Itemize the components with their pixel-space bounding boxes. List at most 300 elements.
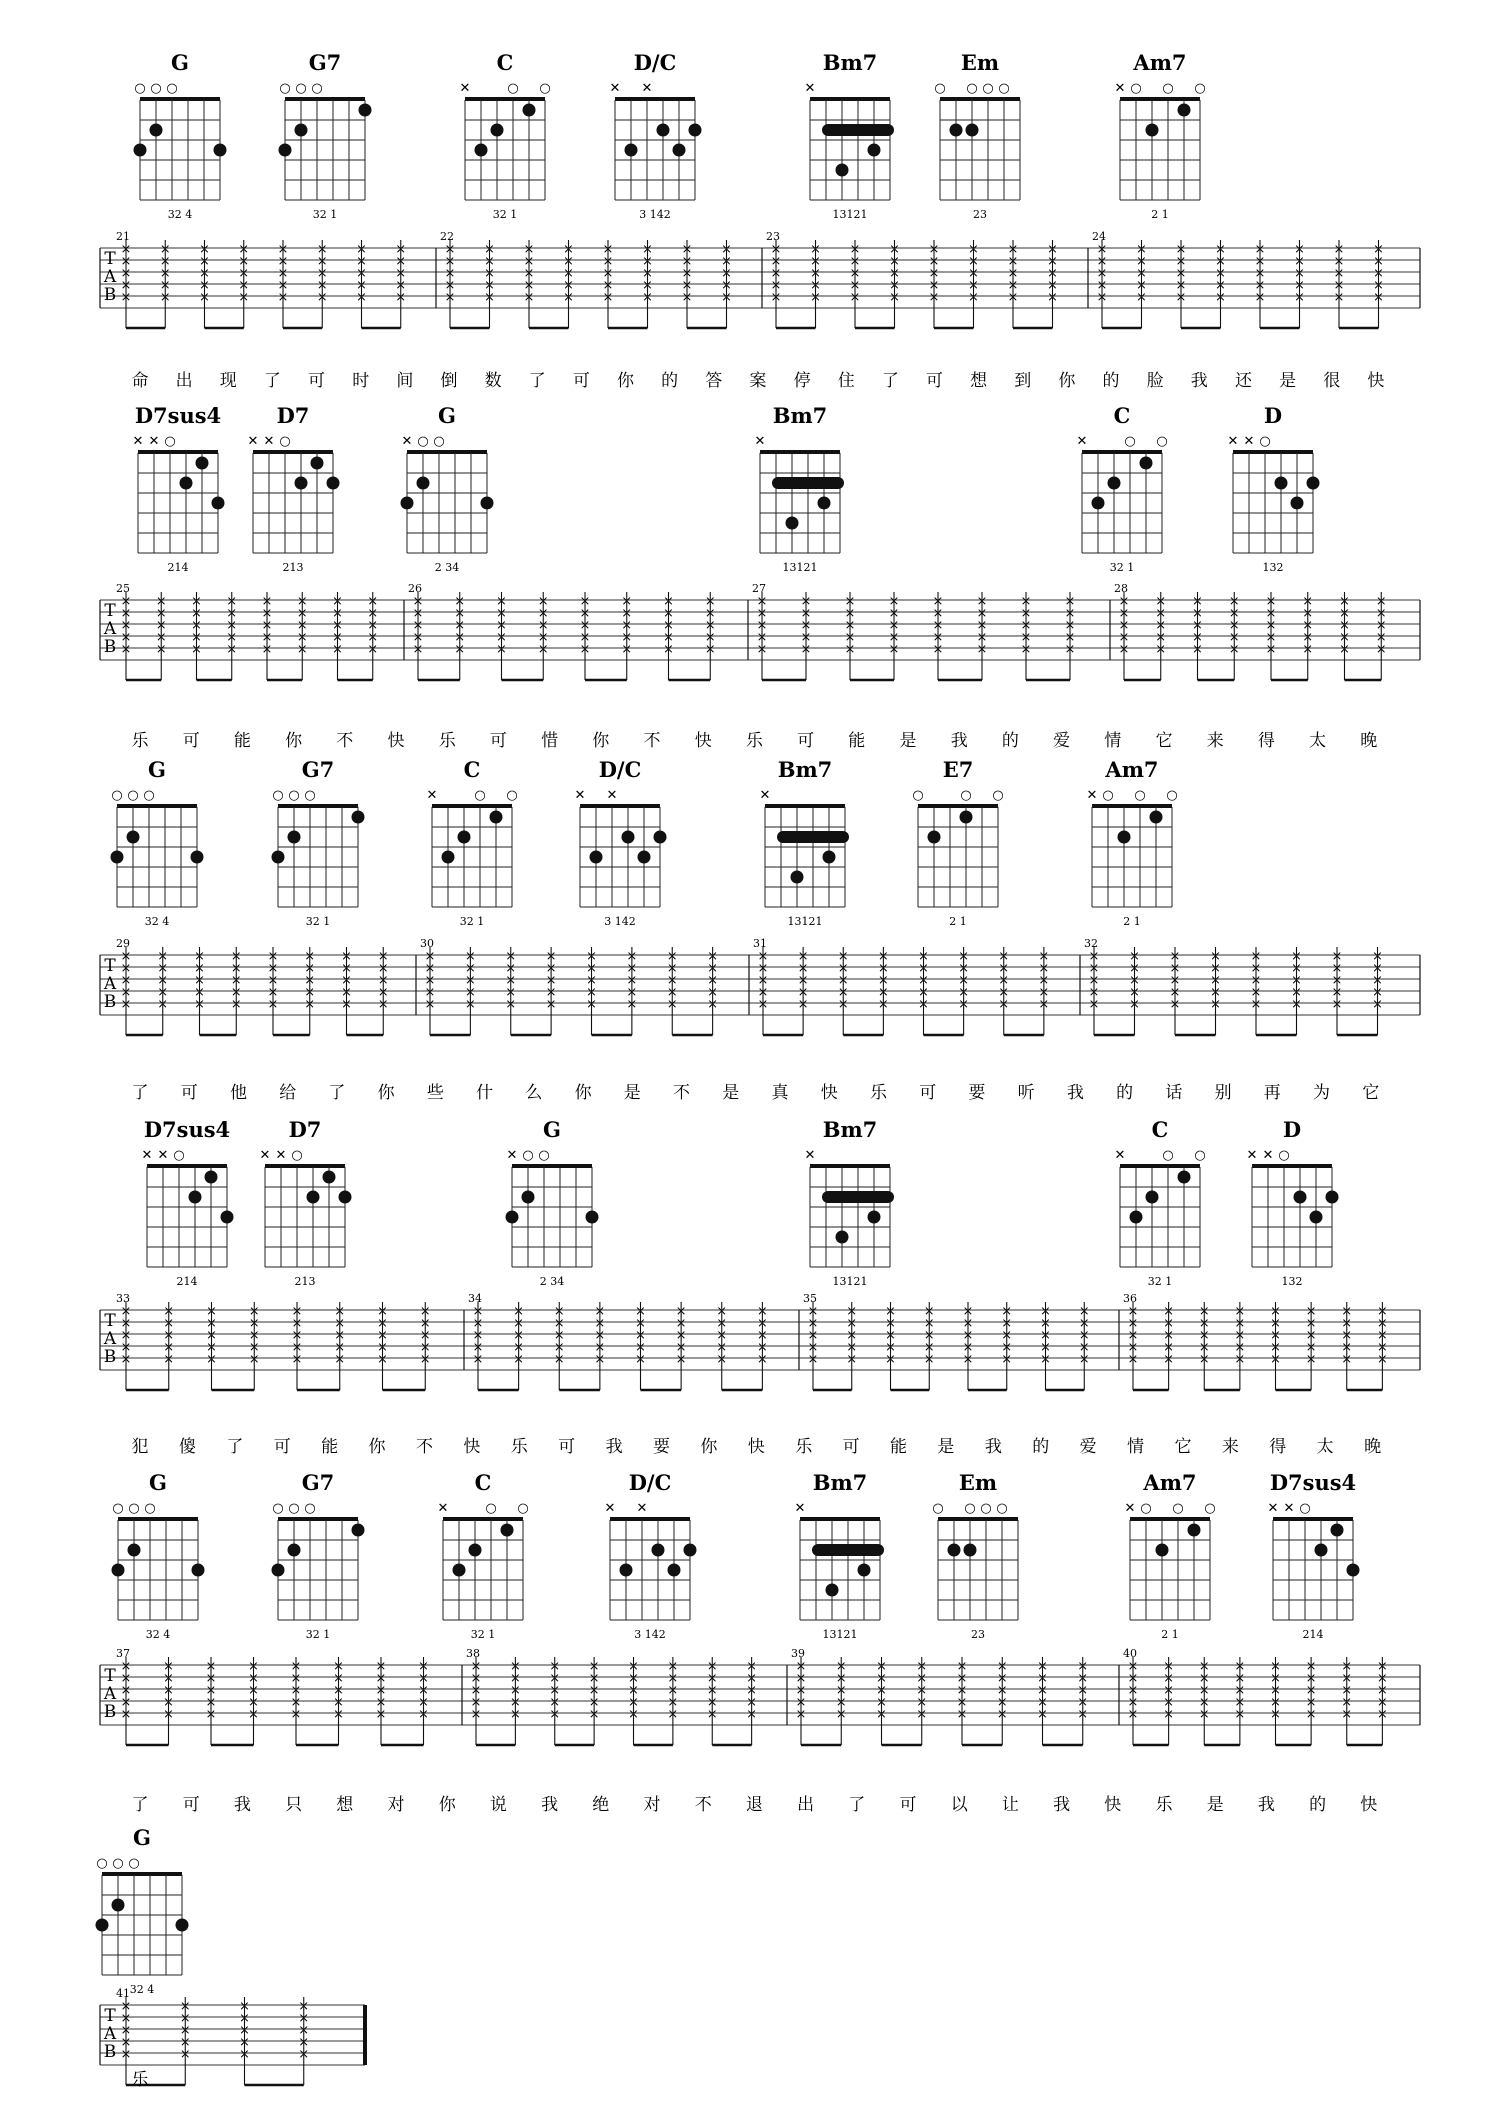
tab-note-x: ×: [1169, 985, 1181, 1000]
finger-numbers: 132: [1281, 1275, 1303, 1288]
finger-dot: [501, 1524, 514, 1537]
tab-note-x: ×: [1169, 949, 1181, 964]
tab-note-x: ×: [395, 278, 407, 293]
tab-note-x: ×: [1254, 254, 1266, 269]
open-mark: ○: [288, 1501, 300, 1516]
tab-note-x: ×: [377, 1328, 388, 1343]
chord-name: D: [1282, 1117, 1302, 1142]
finger-dot: [327, 477, 340, 490]
tab-note-x: ×: [1136, 290, 1147, 305]
tab-note-x: ×: [642, 242, 653, 257]
tab-note-x: ×: [666, 985, 678, 1000]
lyric-syllable: 你: [377, 1083, 395, 1103]
open-mark: ○: [288, 788, 300, 803]
lyrics-line: [132, 731, 1378, 751]
tab-note-x: ×: [889, 242, 900, 257]
finger-numbers: 32 1: [470, 1628, 496, 1641]
tab-note-x: ×: [120, 973, 132, 988]
open-mark: ○: [311, 81, 323, 96]
finger-numbers: 23: [973, 208, 987, 221]
tab-note-x: ×: [1302, 642, 1314, 657]
open-mark: ○: [1259, 434, 1271, 449]
tab-note-x: ×: [356, 254, 367, 269]
tab-note-x: ×: [418, 1683, 429, 1698]
tab-note-x: ×: [1037, 1683, 1048, 1698]
finger-dot: [192, 1564, 205, 1577]
finger-dot: [401, 497, 414, 510]
tab-note-x: ×: [996, 1671, 1008, 1686]
tab-note-x: ×: [579, 594, 591, 609]
tab-note-x: ×: [1020, 606, 1032, 621]
lyric-syllable: 乐: [438, 731, 456, 751]
tab-note-x: ×: [1215, 278, 1226, 293]
tab-note-x: ×: [588, 1659, 600, 1674]
chord-diagram-d-c: [575, 757, 667, 928]
measure-number: 25: [116, 582, 130, 595]
finger-numbers: 2 1: [1123, 915, 1141, 928]
tab-note-x: ×: [888, 594, 900, 609]
tab-note-x: ×: [205, 1659, 217, 1674]
chord-diagram-c: [460, 50, 551, 221]
tab-note-x: ×: [846, 1328, 858, 1343]
tab-note-x: ×: [505, 997, 517, 1012]
chord-name: Am7: [1133, 50, 1187, 75]
tab-note-x: ×: [968, 254, 979, 269]
tab-note-x: ×: [333, 1683, 344, 1698]
tab-note-x: ×: [267, 985, 279, 1000]
lyric-syllable: 现: [219, 371, 237, 391]
lyric-syllable: 再: [1263, 1083, 1281, 1103]
tab-note-x: ×: [1373, 254, 1384, 269]
tab-note-x: ×: [756, 630, 768, 645]
tab-note-x: ×: [1375, 630, 1387, 645]
tab-note-x: ×: [666, 949, 678, 964]
tab-note-x: ×: [1047, 290, 1058, 305]
tab-note-x: ×: [1127, 1304, 1139, 1319]
tab-note-x: ×: [333, 1695, 344, 1710]
tab-note-x: ×: [163, 1316, 175, 1331]
tab-note-x: ×: [464, 961, 476, 976]
tab-note-x: ×: [1265, 594, 1277, 609]
strum-stroke: [1199, 1302, 1210, 1390]
strum-stroke: [929, 240, 940, 328]
lyric-syllable: 让: [1001, 1795, 1019, 1815]
tab-note-x: ×: [721, 242, 732, 257]
tab-note-x: ×: [667, 1683, 679, 1698]
tab-note-x: ×: [1270, 1352, 1281, 1367]
tab-clef-a: A: [103, 619, 117, 639]
tab-note-x: ×: [367, 594, 379, 609]
tab-note-x: ×: [621, 594, 633, 609]
tab-note-x: ×: [334, 1304, 346, 1319]
lyric-syllable: 的: [661, 371, 679, 391]
mute-mark: ✕: [1124, 1501, 1136, 1516]
tab-note-x: ×: [226, 630, 238, 645]
tab-note-x: ×: [795, 1659, 807, 1674]
tab-note-x: ×: [770, 242, 782, 257]
tab-note-x: ×: [377, 961, 389, 976]
lyric-syllable: 乐: [131, 731, 149, 751]
tab-note-x: ×: [553, 1352, 565, 1367]
lyric-syllable: 我: [605, 1437, 623, 1457]
tab-note-x: ×: [628, 1683, 639, 1698]
mute-mark: ✕: [141, 1148, 153, 1163]
chord-diagram-c: [1077, 403, 1168, 574]
tab-note-x: ×: [1127, 1328, 1139, 1343]
tab-note-x: ×: [395, 242, 407, 257]
strum-stroke: [796, 1657, 807, 1745]
tab-note-x: ×: [563, 290, 574, 305]
tab-note-x: ×: [1064, 594, 1076, 609]
tab-note-x: ×: [1294, 242, 1305, 257]
lyric-syllable: 停: [793, 371, 811, 391]
strum-stroke: [963, 1302, 974, 1390]
finger-dot: [1315, 1544, 1328, 1557]
finger-numbers: 2 34: [434, 561, 460, 574]
tab-note-x: ×: [157, 985, 169, 1000]
chord-diagram-g: [401, 403, 494, 574]
lyric-syllable: 可: [308, 371, 326, 391]
tab-note-x: ×: [579, 630, 591, 645]
strum-stroke: [628, 1657, 639, 1745]
tab-note-x: ×: [928, 266, 940, 281]
tab-note-x: ×: [1270, 1671, 1281, 1686]
open-mark: ○: [433, 434, 445, 449]
tab-note-x: ×: [332, 618, 343, 633]
tab-note-x: ×: [470, 1707, 482, 1722]
tab-note-x: ×: [238, 290, 250, 305]
tab-note-x: ×: [194, 961, 205, 976]
tab-note-x: ×: [594, 1304, 606, 1319]
tab-note-x: ×: [484, 278, 495, 293]
open-mark: ○: [485, 1501, 497, 1516]
chord-diagram-g: [112, 1470, 205, 1641]
tab-note-x: ×: [1291, 949, 1302, 964]
tab-note-x: ×: [267, 949, 279, 964]
tab-note-x: ×: [642, 266, 653, 281]
tab-note-x: ×: [296, 594, 308, 609]
tab-note-x: ×: [1234, 1304, 1246, 1319]
tab-note-x: ×: [1078, 1316, 1090, 1331]
tab-note-x: ×: [513, 1340, 525, 1355]
tab-note-x: ×: [1127, 1340, 1139, 1355]
finger-numbers: 2 1: [1151, 208, 1169, 221]
tab-note-x: ×: [120, 2023, 132, 2038]
chord-name: G7: [301, 757, 335, 782]
tab-note-x: ×: [157, 961, 169, 976]
measure-number: 33: [116, 1292, 130, 1305]
finger-dot: [868, 144, 881, 157]
tab-clef-t: T: [104, 249, 116, 269]
tab-note-x: ×: [367, 630, 379, 645]
measure-number: 34: [468, 1292, 482, 1305]
tab-note-x: ×: [800, 594, 812, 609]
tab-note-x: ×: [484, 254, 495, 269]
lyrics-line: [132, 2070, 150, 2090]
tab-note-x: ×: [628, 1671, 639, 1686]
tab-note-x: ×: [1339, 630, 1350, 645]
nut: [918, 804, 998, 808]
chord-name: G: [171, 50, 189, 75]
tab-note-x: ×: [377, 949, 389, 964]
tab-note-x: ×: [304, 949, 316, 964]
tab-note-x: ×: [1270, 1695, 1281, 1710]
mute-mark: ✕: [574, 788, 586, 803]
tab-note-x: ×: [537, 642, 549, 657]
tab-note-x: ×: [923, 1304, 935, 1319]
strum-stroke: [707, 1657, 718, 1745]
tab-note-x: ×: [675, 1340, 687, 1355]
tab-note-x: ×: [885, 1304, 896, 1319]
tab-note-x: ×: [513, 1304, 525, 1319]
tab-note-x: ×: [419, 1340, 431, 1355]
tab-note-x: ×: [296, 618, 308, 633]
lyric-syllable: 别: [1214, 1083, 1232, 1103]
chord-name: G: [543, 1117, 561, 1142]
tab-note-x: ×: [454, 642, 466, 657]
tab-note-x: ×: [1047, 266, 1058, 281]
tab-note-x: ×: [377, 1304, 388, 1319]
tab-note-x: ×: [120, 290, 132, 305]
tab-note-x: ×: [976, 606, 988, 621]
chord-name: G: [133, 1825, 151, 1850]
tab-note-x: ×: [976, 630, 988, 645]
strum-stroke: [278, 240, 289, 328]
tab-note-x: ×: [707, 985, 719, 1000]
tab-note-x: ×: [163, 1707, 174, 1722]
tab-note-x: ×: [248, 1671, 259, 1686]
tab-note-x: ×: [412, 618, 424, 633]
tab-note-x: ×: [602, 278, 614, 293]
tab-note-x: ×: [1331, 949, 1343, 964]
finger-dot: [826, 1584, 839, 1597]
tab-note-x: ×: [586, 961, 597, 976]
tab-note-x: ×: [1163, 1304, 1175, 1319]
finger-dot: [458, 831, 471, 844]
lyric-syllable: 得: [1257, 731, 1275, 751]
tab-note-x: ×: [889, 290, 900, 305]
tab-note-x: ×: [837, 949, 849, 964]
strum-stroke: [262, 592, 273, 680]
tab-note-x: ×: [1291, 961, 1302, 976]
tab-note-x: ×: [846, 1304, 858, 1319]
chord-diagram-g: [134, 50, 227, 221]
system-3: [100, 757, 1420, 1103]
tab-note-x: ×: [191, 606, 202, 621]
tab-note-x: ×: [757, 973, 769, 988]
tab-note-x: ×: [923, 1340, 935, 1355]
finger-dot: [339, 1191, 352, 1204]
tab-note-x: ×: [1375, 594, 1387, 609]
tab-note-x: ×: [1339, 606, 1350, 621]
tab-note-x: ×: [716, 1352, 728, 1367]
tab-note-x: ×: [602, 266, 614, 281]
open-mark: ○: [272, 1501, 284, 1516]
strum-stroke: [771, 240, 782, 328]
tab-note-x: ×: [837, 985, 849, 1000]
lyric-syllable: 不: [415, 1437, 433, 1457]
chord-diagram-g: [111, 757, 204, 928]
tab-note-x: ×: [163, 1328, 175, 1343]
tab-note-x: ×: [199, 254, 210, 269]
finger-dot: [1275, 477, 1288, 490]
lyric-syllable: 可: [180, 1083, 198, 1103]
chord-name: G: [148, 757, 166, 782]
tab-note-x: ×: [1127, 1316, 1139, 1331]
tab-note-x: ×: [412, 630, 424, 645]
tab-note-x: ×: [230, 973, 242, 988]
tab-note-x: ×: [545, 997, 557, 1012]
tab-note-x: ×: [962, 1352, 974, 1367]
tab-note-x: ×: [928, 242, 940, 257]
tab-note-x: ×: [1270, 1316, 1281, 1331]
strum-stroke: [199, 240, 210, 328]
mute-mark: ✕: [275, 1148, 287, 1163]
tab-note-x: ×: [1305, 1659, 1317, 1674]
strum-stroke: [239, 1997, 250, 2085]
tab-note-x: ×: [635, 1340, 646, 1355]
finger-dot: [352, 1524, 365, 1537]
tab-note-x: ×: [923, 1328, 935, 1343]
finger-numbers: 23: [971, 1628, 985, 1641]
tab-clef-t: T: [104, 1666, 116, 1686]
tab-note-x: ×: [1118, 642, 1130, 657]
tab-note-x: ×: [277, 242, 289, 257]
nut: [253, 450, 333, 454]
finger-numbers: 13121: [782, 561, 818, 574]
tab-note-x: ×: [316, 242, 328, 257]
chord-name: Am7: [1143, 1470, 1197, 1495]
tab-note-x: ×: [918, 949, 929, 964]
finger-dot: [205, 1171, 218, 1184]
open-mark: ○: [506, 788, 518, 803]
mute-mark: ✕: [1076, 434, 1088, 449]
open-mark: ○: [1162, 81, 1174, 96]
tab-note-x: ×: [626, 961, 638, 976]
open-mark: ○: [128, 1856, 140, 1871]
tab-note-x: ×: [424, 949, 436, 964]
measure-number: 39: [791, 1647, 805, 1660]
finger-dot: [96, 1919, 109, 1932]
tab-note-x: ×: [996, 1683, 1008, 1698]
tab-note-x: ×: [418, 1659, 429, 1674]
tab-note-x: ×: [621, 642, 633, 657]
strum-stroke: [194, 947, 205, 1035]
tab-note-x: ×: [248, 1352, 260, 1367]
tab-note-x: ×: [496, 642, 507, 657]
tab-note-x: ×: [509, 1707, 521, 1722]
tab-note-x: ×: [367, 606, 379, 621]
finger-dot: [180, 477, 193, 490]
mute-mark: ✕: [506, 1148, 518, 1163]
finger-dot: [453, 1564, 466, 1577]
strum-stroke: [1270, 1657, 1281, 1745]
strum-stroke: [413, 592, 424, 680]
lyric-syllable: 了: [881, 371, 899, 391]
tab-note-x: ×: [956, 1671, 968, 1686]
strum-stroke: [667, 947, 678, 1035]
tab-clef-t: T: [104, 956, 116, 976]
finger-dot: [964, 1544, 977, 1557]
measure-number: 26: [408, 582, 422, 595]
tab-note-x: ×: [1175, 242, 1187, 257]
strum-stroke: [1021, 592, 1032, 680]
mute-mark: ✕: [794, 1501, 806, 1516]
tab-note-x: ×: [1001, 1304, 1013, 1319]
tab-note-x: ×: [261, 594, 273, 609]
tab-note-x: ×: [663, 618, 674, 633]
tab-note-x: ×: [120, 1352, 132, 1367]
tab-note-x: ×: [956, 1683, 968, 1698]
tab-note-x: ×: [549, 1683, 561, 1698]
tab-note-x: ×: [545, 973, 557, 988]
tab-note-x: ×: [888, 618, 900, 633]
tab-note-x: ×: [628, 1695, 639, 1710]
finger-numbers: 32 1: [305, 1628, 331, 1641]
tab-note-x: ×: [916, 1707, 928, 1722]
strum-stroke: [291, 1657, 302, 1745]
lyrics-line: [132, 1083, 1380, 1103]
tab-note-x: ×: [849, 254, 861, 269]
tab-note-x: ×: [537, 606, 549, 621]
lyric-syllable: 对: [643, 1795, 661, 1815]
tab-note-x: ×: [996, 1707, 1008, 1722]
tab-note-x: ×: [1163, 1316, 1175, 1331]
tab-note-x: ×: [120, 1316, 132, 1331]
tab-note-x: ×: [199, 266, 210, 281]
tab-note-x: ×: [1234, 1707, 1246, 1722]
lyric-syllable: 它: [1155, 731, 1173, 751]
open-mark: ○: [134, 81, 146, 96]
tab-clef-a: A: [103, 267, 117, 287]
tab-note-x: ×: [1270, 1659, 1281, 1674]
nut: [940, 97, 1020, 101]
tab-note-x: ×: [470, 1695, 482, 1710]
tab-note-x: ×: [666, 973, 678, 988]
tab-note-x: ×: [1376, 1328, 1388, 1343]
tab-note-x: ×: [267, 997, 279, 1012]
tab-note-x: ×: [642, 290, 653, 305]
tab-note-x: ×: [795, 1683, 807, 1698]
tab-note-x: ×: [159, 266, 171, 281]
tab-note-x: ×: [976, 618, 988, 633]
tab-note-x: ×: [1198, 1340, 1210, 1355]
tab-note-x: ×: [800, 618, 812, 633]
tab-note-x: ×: [877, 973, 889, 988]
tab-note-x: ×: [1376, 1352, 1388, 1367]
tab-note-x: ×: [1127, 1707, 1139, 1722]
tab-note-x: ×: [835, 1671, 847, 1686]
open-mark: ○: [1130, 81, 1142, 96]
finger-numbers: 13121: [822, 1628, 858, 1641]
barre: [822, 124, 894, 136]
tab-note-x: ×: [1228, 618, 1240, 633]
tab-note-x: ×: [1198, 1328, 1210, 1343]
finger-dot: [191, 851, 204, 864]
tab-note-x: ×: [958, 997, 970, 1012]
tab-note-x: ×: [746, 1707, 758, 1722]
tab-note-x: ×: [998, 973, 1010, 988]
tab-note-x: ×: [797, 949, 809, 964]
tab-note-x: ×: [120, 1340, 132, 1355]
tab-note-x: ×: [810, 290, 821, 305]
tab-note-x: ×: [179, 1999, 191, 2014]
mute-mark: ✕: [459, 81, 471, 96]
nut: [810, 1164, 890, 1168]
tab-note-x: ×: [1118, 594, 1130, 609]
strum-stroke: [845, 592, 856, 680]
tab-note-x: ×: [962, 1316, 974, 1331]
